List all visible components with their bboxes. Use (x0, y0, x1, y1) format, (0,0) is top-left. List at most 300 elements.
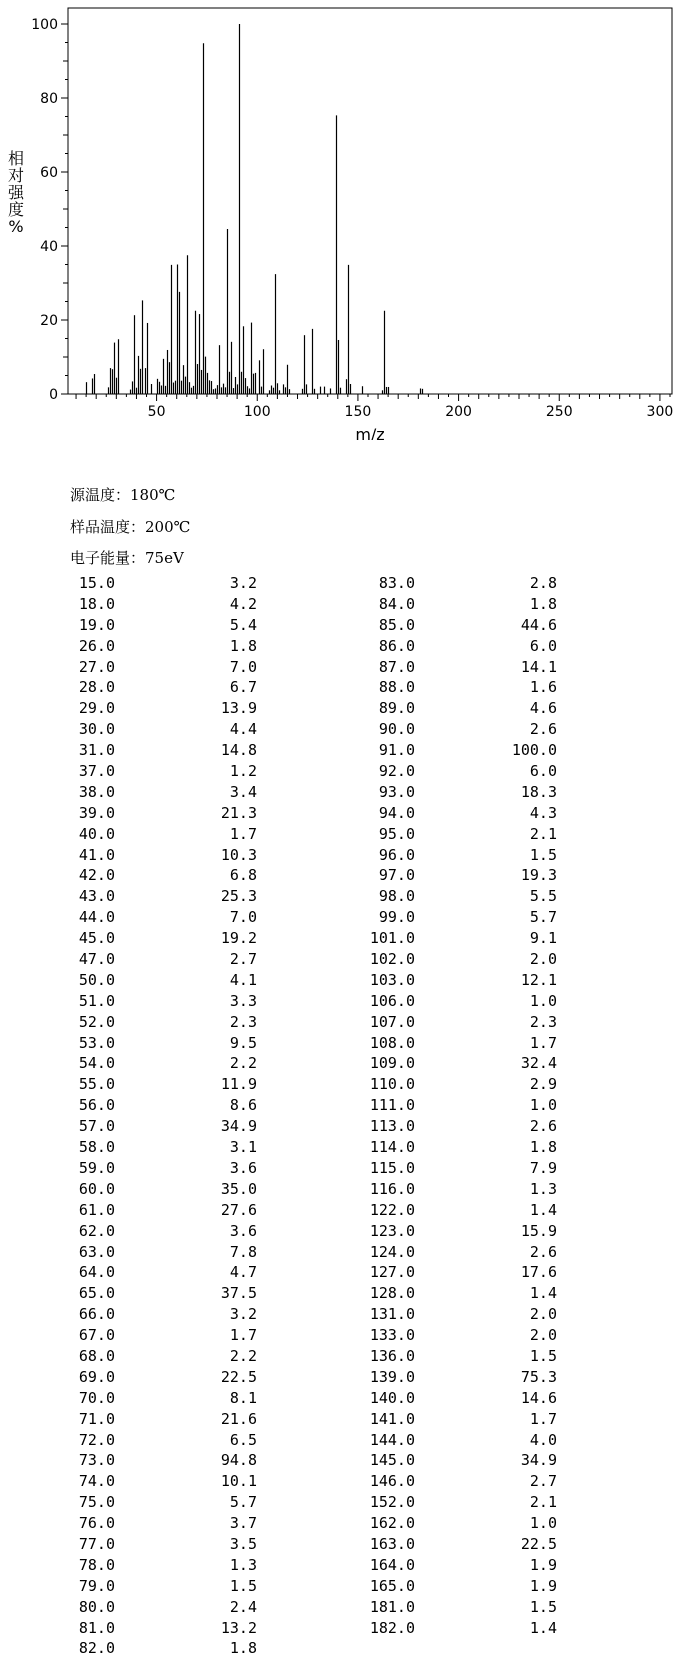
abundance-value: 22.5 (220, 1367, 257, 1386)
abundance-value: 3.5 (229, 1534, 257, 1553)
table-row (67, 992, 257, 1013)
abundance-value: 2.1 (529, 1493, 557, 1512)
table-row (67, 678, 257, 699)
mz-value: 54.0 (78, 1054, 115, 1073)
abundance-value: 1.2 (229, 762, 257, 781)
abundance-value: 94.8 (220, 1451, 257, 1470)
table-row (67, 1368, 257, 1389)
table-row (67, 1180, 257, 1201)
mz-value: 31.0 (78, 741, 115, 760)
mz-value: 47.0 (78, 950, 115, 969)
abundance-value: 13.2 (220, 1618, 257, 1637)
abundance-value: 3.1 (229, 1138, 257, 1157)
y-tick-label: 100 (31, 17, 58, 33)
mz-value: 181.0 (369, 1597, 415, 1616)
table-row (67, 595, 257, 616)
mz-value: 66.0 (78, 1305, 115, 1324)
table-row (67, 658, 257, 679)
abundance-value: 1.0 (529, 991, 557, 1010)
mz-value: 70.0 (78, 1388, 115, 1407)
mz-value: 37.0 (78, 762, 115, 781)
table-row (367, 971, 557, 992)
abundance-value: 8.6 (229, 1096, 257, 1115)
table-row (367, 783, 557, 804)
mz-value: 162.0 (369, 1514, 415, 1533)
abundance-value: 1.3 (229, 1555, 257, 1574)
abundance-value: 22.5 (520, 1534, 557, 1553)
abundance-value: 1.7 (229, 1326, 257, 1345)
table-row (67, 616, 257, 637)
table-row (367, 699, 557, 720)
mz-value: 63.0 (78, 1242, 115, 1261)
abundance-value: 27.6 (220, 1200, 257, 1219)
abundance-value: 3.3 (229, 991, 257, 1010)
abundance-value: 1.7 (229, 824, 257, 843)
abundance-value: 1.8 (229, 1639, 257, 1658)
mz-value: 68.0 (78, 1346, 115, 1365)
table-row (367, 825, 557, 846)
abundance-value: 6.8 (229, 866, 257, 885)
table-row (367, 887, 557, 908)
mz-value: 108.0 (369, 1033, 415, 1052)
mz-value: 43.0 (78, 887, 115, 906)
abundance-value: 9.5 (229, 1033, 257, 1052)
abundance-value: 7.0 (229, 908, 257, 927)
abundance-value: 1.7 (529, 1409, 557, 1428)
spectrum-peaks (87, 24, 423, 394)
table-row (67, 908, 257, 929)
table-row (367, 846, 557, 867)
table-row (67, 1598, 257, 1619)
abundance-value: 2.6 (529, 720, 557, 739)
mz-value: 96.0 (378, 845, 415, 864)
mz-value: 60.0 (78, 1179, 115, 1198)
table-row (67, 804, 257, 825)
mz-value: 123.0 (369, 1221, 415, 1240)
mz-value: 97.0 (378, 866, 415, 885)
mz-value: 44.0 (78, 908, 115, 927)
mz-value: 38.0 (78, 782, 115, 801)
mz-value: 71.0 (78, 1409, 115, 1428)
table-row (67, 1054, 257, 1075)
x-axis-label: m/z (355, 425, 385, 440)
abundance-value: 34.9 (520, 1451, 557, 1470)
table-row (67, 783, 257, 804)
y-axis-label-char: 度 (7, 200, 24, 219)
x-tick-label: 50 (147, 404, 166, 420)
abundance-value: 3.6 (229, 1221, 257, 1240)
mz-value: 19.0 (78, 615, 115, 634)
abundance-value: 34.9 (220, 1117, 257, 1136)
abundance-value: 11.9 (220, 1075, 257, 1094)
x-axis (76, 394, 673, 420)
table-row (67, 1096, 257, 1117)
mz-value: 86.0 (378, 636, 415, 655)
abundance-value: 1.8 (529, 1138, 557, 1157)
mz-value: 73.0 (78, 1451, 115, 1470)
table-row (367, 1431, 557, 1452)
mz-value: 15.0 (78, 574, 115, 592)
plot-frame (68, 8, 672, 394)
table-row (67, 846, 257, 867)
mz-value: 80.0 (78, 1597, 115, 1616)
mz-value: 131.0 (369, 1305, 415, 1324)
sample-temperature: 样品温度：200℃ (70, 518, 191, 536)
table-row (367, 1368, 557, 1389)
abundance-value: 9.1 (529, 929, 557, 948)
abundance-value: 4.3 (529, 803, 557, 822)
table-row (67, 1514, 257, 1535)
abundance-value: 2.8 (529, 574, 557, 592)
abundance-value: 3.6 (229, 1158, 257, 1177)
table-row (367, 1347, 557, 1368)
table-row (67, 1410, 257, 1431)
mz-value: 30.0 (78, 720, 115, 739)
mz-value: 110.0 (369, 1075, 415, 1094)
table-row (67, 1013, 257, 1034)
table-row (367, 1138, 557, 1159)
abundance-value: 6.0 (529, 636, 557, 655)
mz-value: 133.0 (369, 1326, 415, 1345)
y-axis (31, 17, 68, 403)
table-row (67, 971, 257, 992)
mz-value: 106.0 (369, 991, 415, 1010)
mz-value: 56.0 (78, 1096, 115, 1115)
abundance-value: 2.4 (229, 1597, 257, 1616)
table-row (67, 1493, 257, 1514)
mz-value: 152.0 (369, 1493, 415, 1512)
table-row (67, 1431, 257, 1452)
table-row (67, 741, 257, 762)
abundance-value: 2.2 (229, 1054, 257, 1073)
abundance-value: 44.6 (520, 615, 557, 634)
table-row (367, 1284, 557, 1305)
table-row (367, 1451, 557, 1472)
mz-value: 128.0 (369, 1284, 415, 1303)
table-row (367, 1493, 557, 1514)
abundance-value: 17.6 (520, 1263, 557, 1282)
table-row (67, 574, 257, 595)
mz-value: 124.0 (369, 1242, 415, 1261)
mz-value: 127.0 (369, 1263, 415, 1282)
mz-value: 72.0 (78, 1430, 115, 1449)
y-tick-label: 40 (40, 239, 58, 255)
mz-value: 95.0 (378, 824, 415, 843)
abundance-value: 1.0 (529, 1096, 557, 1115)
abundance-value: 2.7 (229, 950, 257, 969)
abundance-value: 1.5 (229, 1576, 257, 1595)
mz-value: 88.0 (378, 678, 415, 697)
table-row (367, 866, 557, 887)
table-row (367, 804, 557, 825)
mz-value: 61.0 (78, 1200, 115, 1219)
abundance-value: 32.4 (520, 1054, 557, 1073)
table-row (367, 1619, 557, 1640)
mz-value: 93.0 (378, 782, 415, 801)
table-row (367, 1514, 557, 1535)
mz-value: 29.0 (78, 699, 115, 718)
table-row (67, 720, 257, 741)
abundance-value: 1.9 (529, 1555, 557, 1574)
mz-value: 84.0 (378, 594, 415, 613)
abundance-value: 15.9 (520, 1221, 557, 1240)
y-axis-label-char: 强 (7, 183, 24, 202)
mz-value: 113.0 (369, 1117, 415, 1136)
abundance-value: 1.4 (529, 1618, 557, 1637)
abundance-value: 13.9 (220, 699, 257, 718)
table-row (367, 1075, 557, 1096)
mz-value: 39.0 (78, 803, 115, 822)
abundance-value: 2.0 (529, 1305, 557, 1324)
table-row (67, 1284, 257, 1305)
table-row (67, 1138, 257, 1159)
abundance-value: 25.3 (220, 887, 257, 906)
mz-value: 62.0 (78, 1221, 115, 1240)
mass-spectrum-chart (0, 0, 680, 440)
peak-table-left (67, 574, 257, 1660)
table-row (367, 616, 557, 637)
abundance-value: 3.2 (229, 1305, 257, 1324)
table-row (367, 929, 557, 950)
abundance-value: 3.2 (229, 574, 257, 592)
abundance-value: 6.7 (229, 678, 257, 697)
mz-value: 53.0 (78, 1033, 115, 1052)
abundance-value: 2.0 (529, 950, 557, 969)
table-row (67, 825, 257, 846)
mz-value: 99.0 (378, 908, 415, 927)
table-row (367, 1013, 557, 1034)
mz-value: 40.0 (78, 824, 115, 843)
table-row (367, 1096, 557, 1117)
abundance-value: 18.3 (520, 782, 557, 801)
abundance-value: 1.5 (529, 1597, 557, 1616)
abundance-value: 2.3 (529, 1012, 557, 1031)
abundance-value: 3.7 (229, 1514, 257, 1533)
abundance-value: 1.9 (529, 1576, 557, 1595)
mz-value: 28.0 (78, 678, 115, 697)
table-row (67, 929, 257, 950)
mz-value: 69.0 (78, 1367, 115, 1386)
mz-value: 102.0 (369, 950, 415, 969)
abundance-value: 2.7 (529, 1472, 557, 1491)
abundance-value: 21.3 (220, 803, 257, 822)
table-row (67, 1472, 257, 1493)
y-axis-label-char: 相 (7, 149, 24, 168)
table-row (67, 1034, 257, 1055)
abundance-value: 4.6 (529, 699, 557, 718)
table-row (367, 1598, 557, 1619)
abundance-value: 100.0 (511, 741, 557, 760)
table-row (67, 762, 257, 783)
mz-value: 50.0 (78, 970, 115, 989)
table-row (367, 741, 557, 762)
mz-value: 58.0 (78, 1138, 115, 1157)
electron-energy: 电子能量：75eV (70, 549, 184, 567)
abundance-value: 4.0 (529, 1430, 557, 1449)
mz-value: 57.0 (78, 1117, 115, 1136)
table-row (67, 1619, 257, 1640)
table-row (367, 1389, 557, 1410)
y-tick-label: 20 (40, 313, 58, 329)
y-tick-label: 80 (40, 91, 58, 107)
abundance-value: 2.3 (229, 1012, 257, 1031)
mz-value: 87.0 (378, 657, 415, 676)
abundance-value: 14.6 (520, 1388, 557, 1407)
abundance-value: 1.4 (529, 1200, 557, 1219)
abundance-value: 12.1 (520, 970, 557, 989)
table-row (367, 762, 557, 783)
x-tick-label: 300 (646, 404, 674, 420)
x-tick-label: 250 (545, 404, 573, 420)
y-axis-label (6, 150, 26, 235)
table-row (367, 637, 557, 658)
abundance-value: 8.1 (229, 1388, 257, 1407)
table-row (367, 1305, 557, 1326)
table-row (367, 1556, 557, 1577)
table-row (367, 1159, 557, 1180)
table-row (367, 1326, 557, 1347)
table-row (367, 1472, 557, 1493)
abundance-value: 2.2 (229, 1346, 257, 1365)
mz-value: 55.0 (78, 1075, 115, 1094)
abundance-value: 1.0 (529, 1514, 557, 1533)
mz-value: 146.0 (369, 1472, 415, 1491)
table-row (367, 595, 557, 616)
mz-value: 89.0 (378, 699, 415, 718)
peak-table-right (367, 574, 557, 1639)
table-row (367, 1263, 557, 1284)
abundance-value: 3.4 (229, 782, 257, 801)
abundance-value: 5.7 (529, 908, 557, 927)
table-row (67, 1326, 257, 1347)
mz-value: 109.0 (369, 1054, 415, 1073)
abundance-value: 1.8 (229, 636, 257, 655)
table-row (367, 1054, 557, 1075)
table-row (367, 908, 557, 929)
mz-value: 65.0 (78, 1284, 115, 1303)
mz-value: 85.0 (378, 615, 415, 634)
abundance-value: 2.6 (529, 1117, 557, 1136)
table-row (67, 1347, 257, 1368)
table-row (67, 637, 257, 658)
mz-value: 140.0 (369, 1388, 415, 1407)
abundance-value: 37.5 (220, 1284, 257, 1303)
table-row (367, 720, 557, 741)
table-row (67, 1159, 257, 1180)
abundance-value: 2.9 (529, 1075, 557, 1094)
mz-value: 98.0 (378, 887, 415, 906)
table-row (367, 658, 557, 679)
abundance-value: 14.8 (220, 741, 257, 760)
table-row (67, 1222, 257, 1243)
mz-value: 141.0 (369, 1409, 415, 1428)
table-row (67, 950, 257, 971)
mz-value: 51.0 (78, 991, 115, 1010)
mz-value: 64.0 (78, 1263, 115, 1282)
mz-value: 136.0 (369, 1346, 415, 1365)
x-tick-label: 150 (344, 404, 372, 420)
abundance-value: 5.4 (229, 615, 257, 634)
mz-value: 107.0 (369, 1012, 415, 1031)
table-row (367, 1117, 557, 1138)
abundance-value: 7.8 (229, 1242, 257, 1261)
table-row (367, 1222, 557, 1243)
abundance-value: 10.3 (220, 845, 257, 864)
table-row (67, 1263, 257, 1284)
y-axis-label-char: 对 (7, 166, 24, 185)
table-row (67, 1451, 257, 1472)
mz-value: 165.0 (369, 1576, 415, 1595)
mz-value: 74.0 (78, 1472, 115, 1491)
mz-value: 41.0 (78, 845, 115, 864)
abundance-value: 4.1 (229, 970, 257, 989)
mz-value: 145.0 (369, 1451, 415, 1470)
mz-value: 78.0 (78, 1555, 115, 1574)
table-row (367, 1410, 557, 1431)
mz-value: 59.0 (78, 1158, 115, 1177)
table-row (67, 1305, 257, 1326)
table-row (67, 866, 257, 887)
table-row (67, 887, 257, 908)
table-row (367, 1034, 557, 1055)
table-row (67, 1639, 257, 1660)
table-row (367, 574, 557, 595)
abundance-value: 1.6 (529, 678, 557, 697)
abundance-value: 21.6 (220, 1409, 257, 1428)
mz-value: 164.0 (369, 1555, 415, 1574)
table-row (367, 1535, 557, 1556)
mz-value: 18.0 (78, 594, 115, 613)
mz-value: 139.0 (369, 1367, 415, 1386)
mz-value: 144.0 (369, 1430, 415, 1449)
table-row (67, 1556, 257, 1577)
mz-value: 42.0 (78, 866, 115, 885)
table-row (67, 1117, 257, 1138)
abundance-value: 1.4 (529, 1284, 557, 1303)
mz-value: 103.0 (369, 970, 415, 989)
table-row (67, 1535, 257, 1556)
table-row (367, 950, 557, 971)
x-tick-label: 100 (243, 404, 271, 420)
abundance-value: 14.1 (520, 657, 557, 676)
abundance-value: 2.0 (529, 1326, 557, 1345)
mz-value: 122.0 (369, 1200, 415, 1219)
abundance-value: 7.9 (529, 1158, 557, 1177)
table-row (367, 1180, 557, 1201)
table-row (367, 992, 557, 1013)
abundance-value: 1.5 (529, 845, 557, 864)
abundance-value: 2.1 (529, 824, 557, 843)
table-row (67, 1577, 257, 1598)
mz-value: 182.0 (369, 1618, 415, 1637)
table-row (367, 1201, 557, 1222)
y-tick-label: 0 (49, 387, 58, 403)
abundance-value: 4.2 (229, 594, 257, 613)
mz-value: 79.0 (78, 1576, 115, 1595)
mz-value: 163.0 (369, 1534, 415, 1553)
source-temperature: 源温度：180℃ (70, 486, 176, 504)
mz-value: 75.0 (78, 1493, 115, 1512)
mz-value: 27.0 (78, 657, 115, 676)
table-row (367, 1577, 557, 1598)
mz-value: 94.0 (378, 803, 415, 822)
table-row (67, 1389, 257, 1410)
abundance-value: 1.7 (529, 1033, 557, 1052)
x-tick-label: 200 (445, 404, 472, 420)
mz-value: 77.0 (78, 1534, 115, 1553)
abundance-value: 4.4 (229, 720, 257, 739)
table-row (67, 1075, 257, 1096)
